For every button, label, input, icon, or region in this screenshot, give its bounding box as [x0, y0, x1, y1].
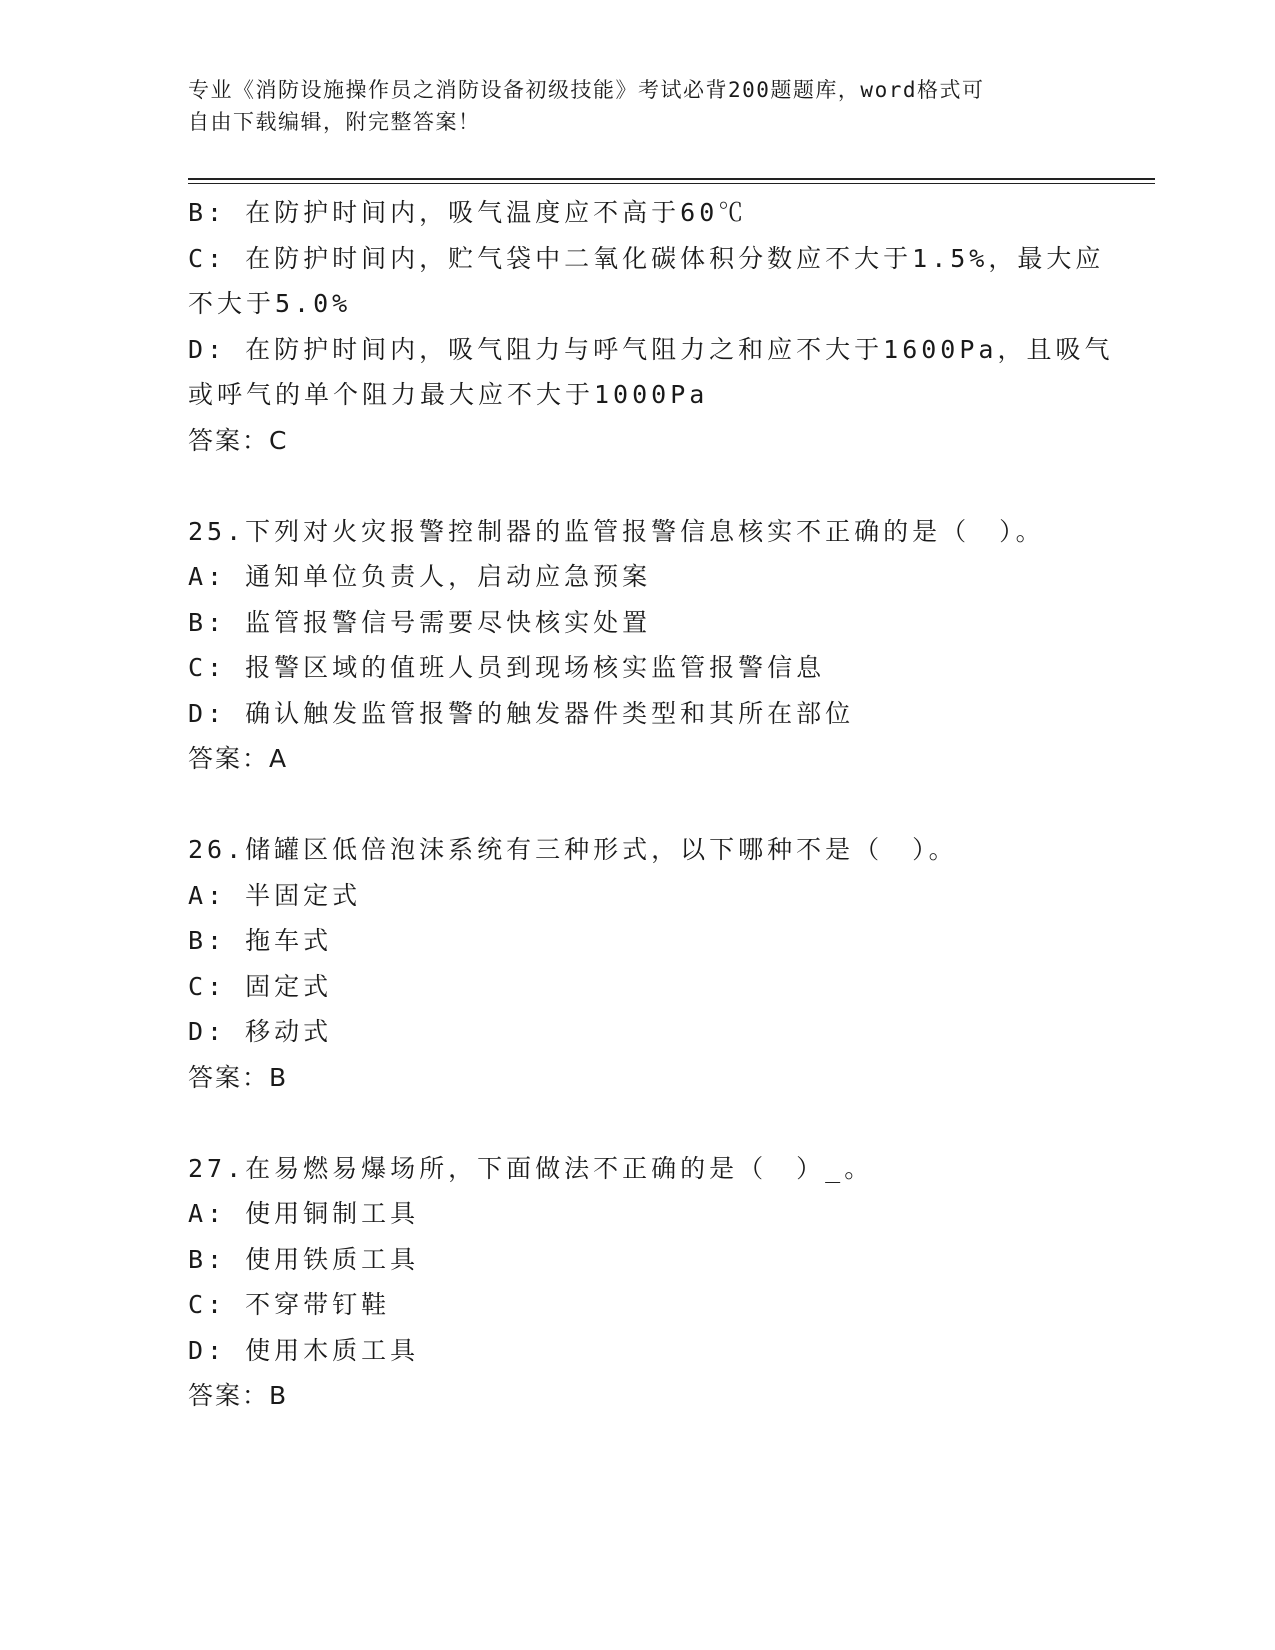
answer: 答案：C — [188, 425, 289, 455]
option-b: B: 在防护时间内，吸气温度应不高于60℃ — [188, 198, 748, 227]
option-b: B: 拖车式 — [188, 926, 333, 955]
question-26 — [188, 827, 1088, 1100]
answer: 答案：B — [188, 1062, 289, 1092]
question-25 — [188, 509, 1088, 782]
spacer — [188, 463, 1088, 509]
option-a: A: 半固定式 — [188, 880, 362, 910]
option-c-line-1: C: 在防护时间内，贮气袋中二氧化碳体积分数应不大于1.5%，最大应 — [188, 243, 1105, 273]
option-a: A: 使用铜制工具 — [188, 1199, 420, 1228]
document-header — [188, 74, 1088, 138]
answer: 答案：A — [188, 744, 289, 773]
option-d: D: 确认触发监管报警的触发器件类型和其所在部位 — [188, 698, 855, 728]
header-title-line-2: 自由下载编辑，附完整答案！ — [188, 110, 481, 134]
option-d: D: 移动式 — [188, 1017, 333, 1046]
question-list — [188, 190, 1114, 1419]
header-title-line-1: 专业《消防设施操作员之消防设备初级技能》考试必背200题题库，word格式可 — [188, 78, 985, 102]
option-c: C: 不穿带钉鞋 — [188, 1290, 391, 1319]
question-stem: 25.下列对火灾报警控制器的监管报警信息核实不正确的是（ ）。 — [188, 516, 1045, 546]
option-d-line-2: 或呼气的单个阻力最大应不大于1000Pa — [188, 380, 709, 409]
option-d-line-1: D: 在防护时间内，吸气阻力与呼气阻力之和应不大于1600Pa，且吸气 — [188, 334, 1114, 364]
option-c: C: 固定式 — [188, 971, 333, 1001]
question-stem: 26.储罐区低倍泡沫系统有三种形式，以下哪种不是（ ）。 — [188, 835, 958, 864]
spacer — [188, 1100, 1088, 1146]
option-d: D: 使用木质工具 — [188, 1335, 420, 1365]
option-c: C: 报警区域的值班人员到现场核实监管报警信息 — [188, 653, 826, 682]
option-c-line-2: 不大于5.0% — [188, 289, 352, 318]
question-stem: 27.在易燃易爆场所，下面做法不正确的是（ ）_。 — [188, 1153, 874, 1183]
option-a: A: 通知单位负责人，启动应急预案 — [188, 562, 652, 591]
option-b: B: 使用铁质工具 — [188, 1244, 420, 1274]
question-24-continued — [188, 190, 1114, 463]
question-27 — [188, 1146, 1088, 1419]
header-divider — [188, 178, 1155, 184]
option-b: B: 监管报警信号需要尽快核实处置 — [188, 607, 652, 637]
answer: 答案：B — [188, 1381, 289, 1410]
spacer — [188, 782, 1088, 828]
